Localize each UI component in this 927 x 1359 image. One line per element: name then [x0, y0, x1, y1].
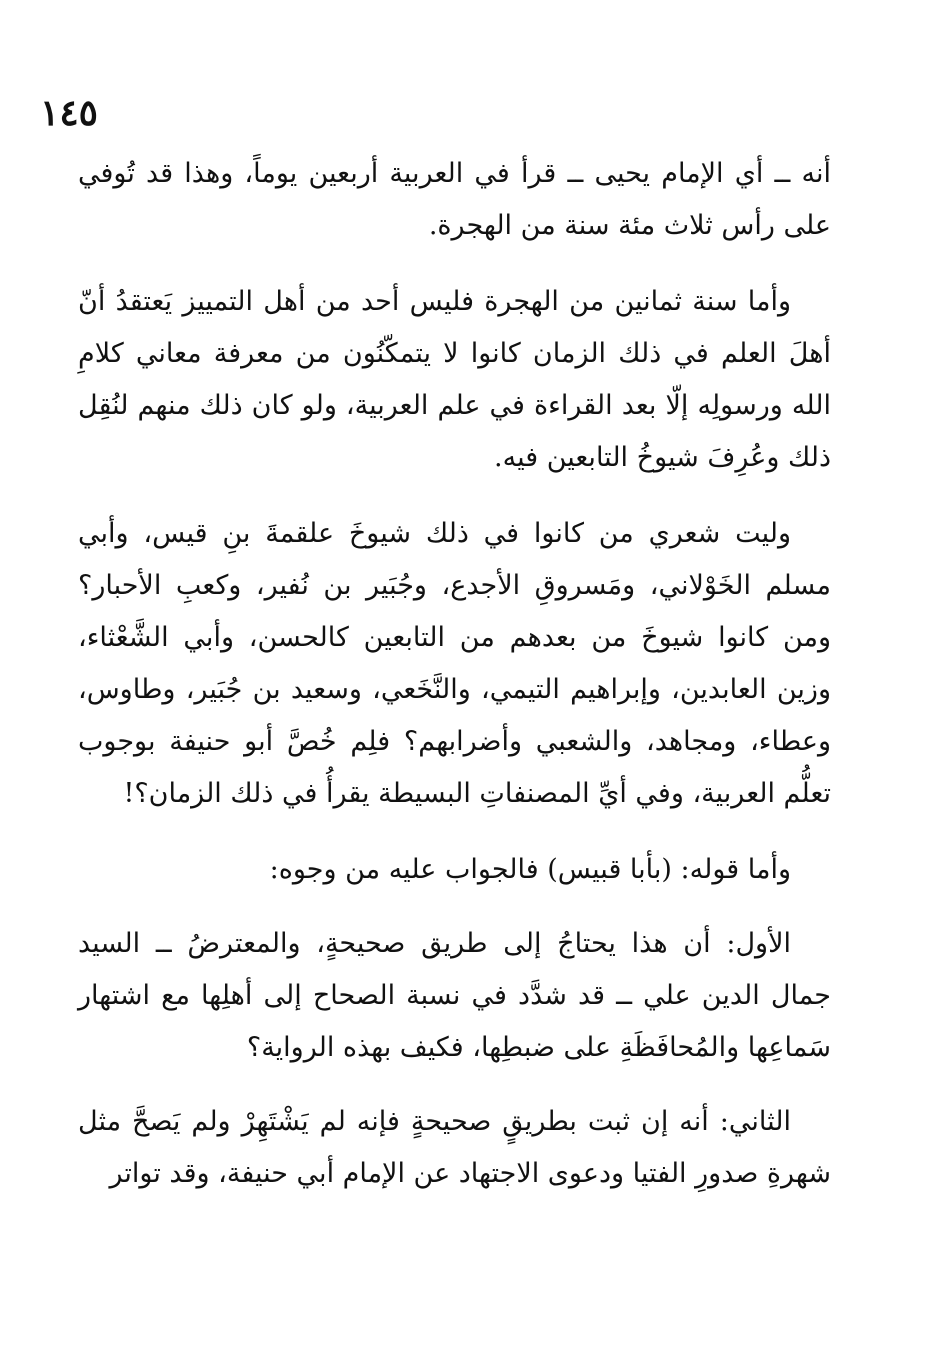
paragraph: الأول: أن هذا يحتاجُ إلى طريق صحيحةٍ، والمعترضُ ــ السيد جمال الدين علي ــ قد شدَّد في نسبة الصحاح إلى أهلِها مع اشتهار سَماعِها والمُحافَظَةِ على ضبطِها، فكيف بهذه الرواية؟ [78, 928, 831, 1063]
paragraph: وأما قوله: (بأبا قبيس) فالجواب عليه من وجوه: [269, 854, 791, 885]
page-number: ١٤٥ [40, 92, 99, 134]
paragraph: أنه ــ أي الإمام يحيى ــ قرأ في العربية أربعين يوماً، وهذا قد تُوفي على رأس ثلاث مئة سنة من الهجرة. [78, 158, 831, 241]
paragraph: وأما سنة ثمانين من الهجرة فليس أحد من أهل التمييز يَعتقدُ أنّ أهلَ العلم في ذلك الزمان كانوا لا يتمكّنُون من معرفة معاني كلامِ الله ورسولِه إلّا بعد القراءة في علم العربية، ولو كان ذلك منهم لنُقِل ذلك وعُرِفَ شيوخُ التابعين فيه. [78, 286, 831, 473]
paragraph: الثاني: أنه إن ثبت بطريقٍ صحيحةٍ فإنه لم يَشْتَهِرْ ولم يَصحَّ مثل شهرةِ صدورِ الفتيا ودعوى الاجتهاد عن الإمام أبي حنيفة، وقد تواتر [78, 1106, 831, 1189]
main-text [78, 148, 831, 1224]
paragraph: وليت شعري من كانوا في ذلك شيوخَ علقمةَ بنِ قيس، وأبي مسلم الخَوْلاني، ومَسروقِ الأجدع، وجُبَير بن نُفير، وكعبِ الأحبار؟ ومن كانوا شيوخَ من بعدهم من التابعين كالحسن، وأبي الشَّعْثاء، وزين العابدين، وإبراهيم التيمي، والنَّخَعي، وسعيد بن جُبَير، وطاوس، وعطاء، ومجاهد، والشعبي وأضرابهم؟ فلِم خُصَّ أبو حنيفة بوجوب تعلُّم العربية، وفي أيِّ المصنفاتِ البسيطة يقرأُ في ذلك الزمان؟! [78, 518, 831, 809]
